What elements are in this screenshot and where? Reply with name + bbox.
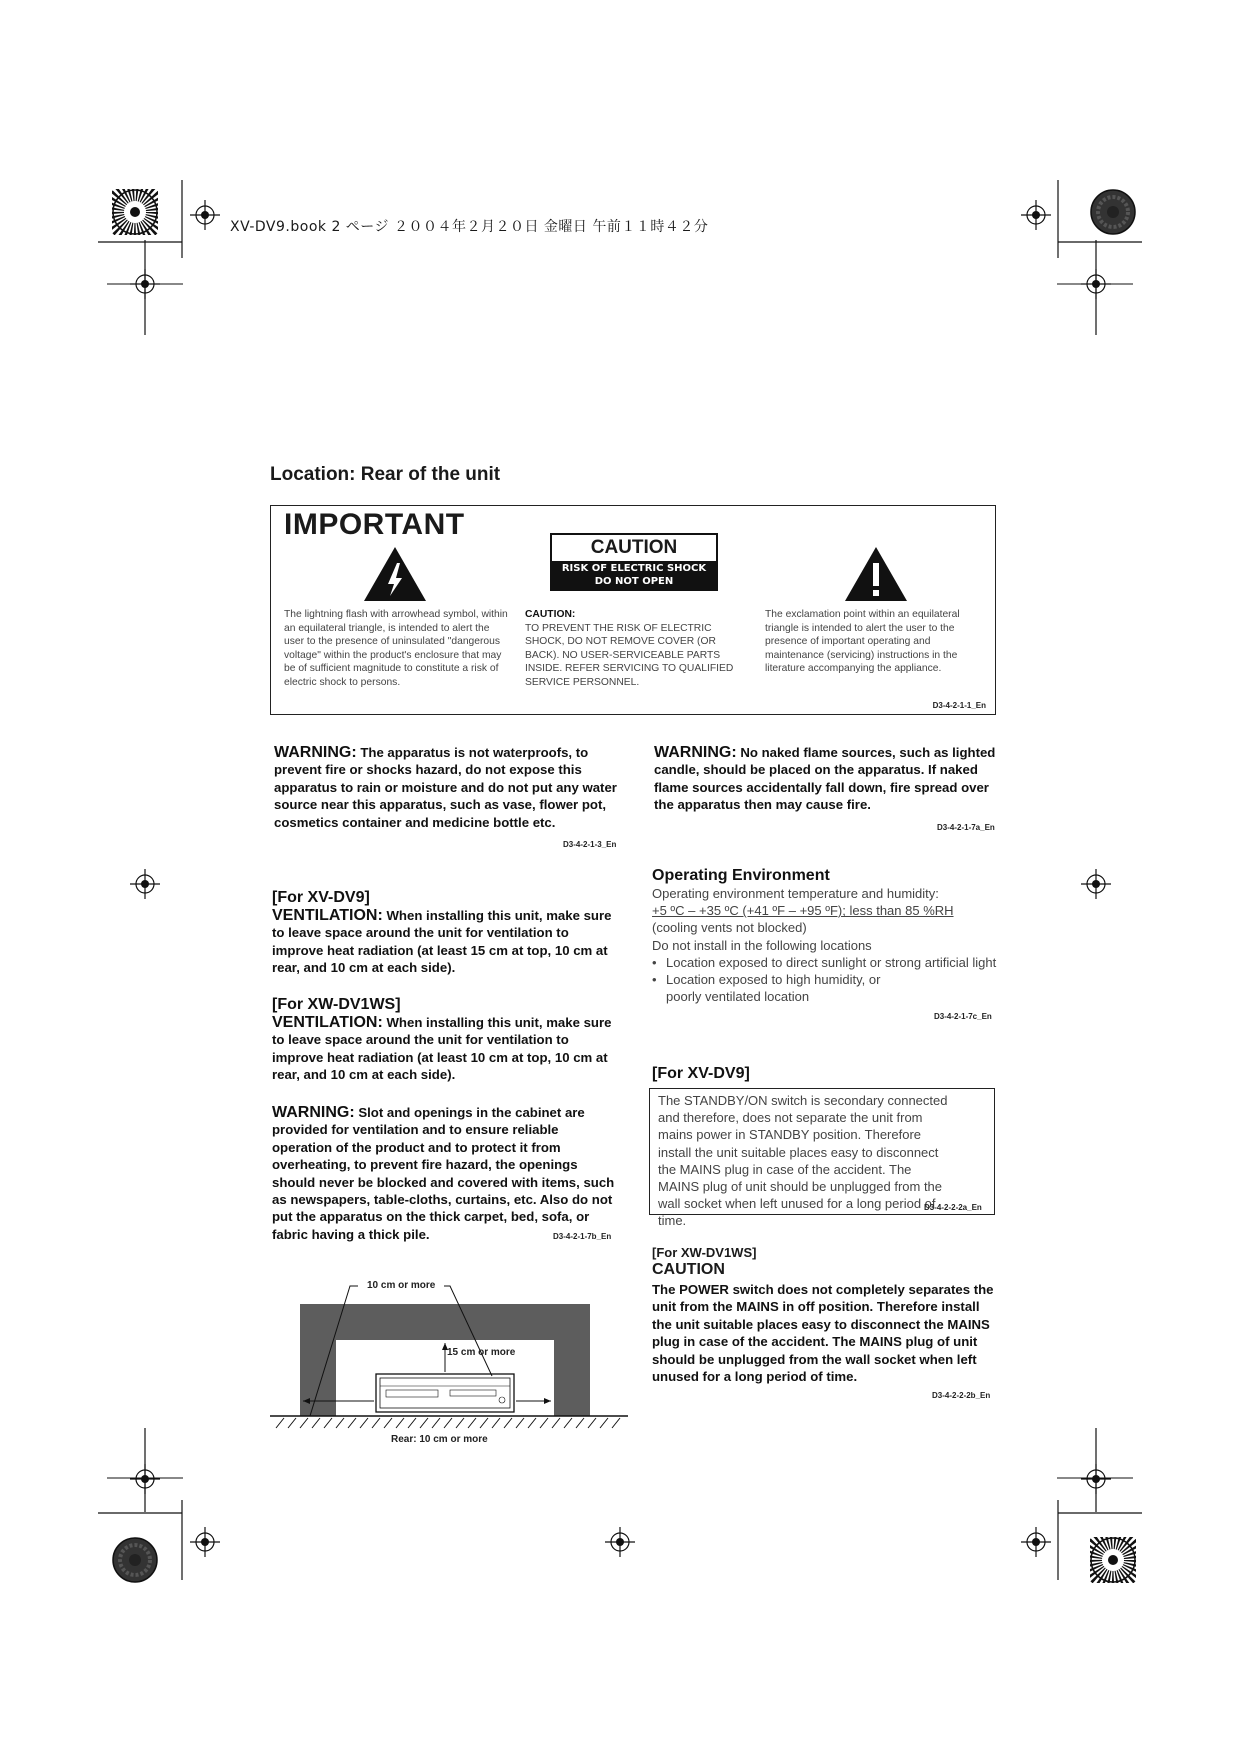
crosshair-mark-icon: [1081, 1464, 1111, 1494]
ventilation-dv1ws-text: When installing this unit, make sure to leave space around the unit for ventilation to improve heat radiation (at least 10 cm at top, 10 cm at rear, and 10 cm at each side).: [272, 1015, 612, 1083]
warning-flame: [654, 744, 1002, 814]
warning-lead: WARNING:: [654, 744, 737, 761]
power-caution-model: [For XW-DV1WS]: [652, 1245, 757, 1260]
receiver-unit: [376, 1374, 514, 1412]
reference-code: D3-4-2-1-7b_En: [553, 1232, 612, 1241]
starburst-registration-icon: [112, 189, 158, 235]
caution-description-text: TO PREVENT THE RISK OF ELECTRIC SHOCK, DO NOT REMOVE COVER (OR BACK). NO USER-SERVICEABLE PARTS INSIDE. REFER SERVICING TO QUALIFIED SERVICE PERSONNEL.: [525, 622, 734, 688]
ventilation-lead: VENTILATION:: [272, 1014, 383, 1031]
operating-env-line: (cooling vents not blocked): [652, 920, 807, 936]
operating-environment-heading: Operating Environment: [652, 867, 830, 884]
top-clearance-label: 15 cm or more: [447, 1347, 516, 1358]
starburst-registration-icon: [1090, 1537, 1136, 1583]
warning-flame-text: No naked flame sources, such as lighted candle, should be placed on the apparatus. If naked flame sources accidentally fall down, fire spread over the apparatus then may cause fire.: [654, 745, 996, 813]
warning-water-text: The apparatus is not waterproofs, to prevent fire or shocks hazard, do not expose this apparatus to rain or moisture and do not put any water source near this apparatus, such as vase, flower pot, cosmetics container and medicine bottle etc.: [274, 745, 617, 830]
reference-code: D3-4-2-2-2b_En: [932, 1391, 991, 1400]
warning-water: [274, 744, 620, 831]
important-title: IMPORTANT: [284, 508, 465, 541]
warning-lead: WARNING:: [274, 744, 357, 761]
warning-slots-text: Slot and openings in the cabinet are provided for ventilation and to ensure reliable operation of the product and to protect it from overheating, to prevent fire hazard, the openings should never be blocked and covered with items, such as newspapers, table-cloths, curtains, etc. Also do not put the apparatus on the thick carpet, bed, sofa, or fabric having a thick pile.: [272, 1105, 615, 1242]
ventilation-clearance-diagram: [270, 1278, 628, 1448]
location-bullet: • Location exposed to high humidity, or poorly ventilated location: [652, 971, 916, 1005]
caution-label-line1: RISK OF ELECTRIC SHOCK: [561, 563, 707, 574]
standby-heading: [For XV-DV9]: [652, 1065, 750, 1082]
caution-description-title: CAUTION:: [525, 609, 576, 620]
crosshair-mark-icon: [1081, 269, 1111, 299]
side-clearance-label: 10 cm or more: [367, 1280, 436, 1291]
caution-label-heading: CAUTION: [590, 537, 678, 558]
crosshair-mark-icon: [190, 1527, 220, 1557]
density-circle-icon: [1090, 189, 1136, 235]
ventilation-dv9: [272, 907, 618, 977]
reference-code: D3-4-2-1-7a_En: [937, 823, 995, 832]
standby-notice-text: The STANDBY/ON switch is secondary connected and therefore, does not separate the unit from mains power in STANDBY position. Therefore install the unit suitable places easy to disconnect the MAINS plug in case of the accident. The MAINS plug of unit should be unplugged from the wall socket when left unused for a long period of time.: [658, 1093, 948, 1229]
reference-code: D3-4-2-2-2a_En: [924, 1203, 982, 1212]
exclamation-warning-icon: [844, 546, 908, 602]
crosshair-mark-icon: [1021, 1527, 1051, 1557]
section-title: Location: Rear of the unit: [270, 464, 501, 485]
reference-code: D3-4-2-1-3_En: [563, 840, 617, 849]
print-header: XV-DV9.book 2 ページ ２００４年２月２０日 金曜日 午前１１時４２分: [230, 219, 709, 235]
crosshair-mark-icon: [1021, 200, 1051, 230]
density-circle-icon: [112, 1537, 158, 1583]
ventilation-dv1ws: [272, 1014, 618, 1084]
operating-env-line: Operating environment temperature and humidity:: [652, 886, 939, 901]
crosshair-mark-icon: [605, 1527, 635, 1557]
power-caution-text: The POWER switch does not completely separates the unit from the MAINS in off position. Therefore install the unit suitable places easy to disconnect the MAINS plug in case of the accident. The MAINS plug of unit should be unplugged from the wall socket when left unused for a long period of time.: [652, 1282, 994, 1385]
lightning-warning-icon: [363, 546, 427, 602]
reference-code: D3-4-2-1-1_En: [932, 701, 986, 710]
crosshair-mark-icon: [130, 1464, 160, 1494]
exclamation-description: The exclamation point within an equilateral triangle is intended to alert the user to the presence of important operating and maintenance (servicing) instructions in the literature accompanying the appliance.: [765, 609, 960, 675]
rear-clearance-label: Rear: 10 cm or more: [391, 1434, 488, 1445]
lightning-description: The lightning flash with arrowhead symbol, within an equilateral triangle, is intended to alert the user to the presence of uninsulated "dangerous voltage" within the product's enclosure that may be of sufficient magnitude to constitute a risk of electric shock to persons.: [284, 609, 508, 688]
caution-label: [550, 533, 718, 591]
ventilation-lead: VENTILATION:: [272, 907, 383, 924]
power-caution-title: CAUTION: [652, 1261, 725, 1278]
standby-notice-box: [649, 1088, 995, 1229]
caution-description: [525, 608, 750, 690]
ventilation-dv9-text: When installing this unit, make sure to leave space around the unit for ventilation to improve heat radiation (at least 15 cm at top, 10 cm at rear, and 10 cm at each side).: [272, 908, 612, 976]
ventilation-dv9-heading: [For XV-DV9]: [272, 889, 370, 906]
warning-lead: WARNING:: [272, 1104, 355, 1121]
temperature-range: +5 ºC – +35 ºC (+41 ºF – +95 ºF); less than 85 %RH: [652, 903, 954, 919]
important-box: [270, 505, 996, 715]
warning-slots: [272, 1104, 620, 1243]
crosshair-mark-icon: [130, 869, 160, 899]
crosshair-mark-icon: [190, 200, 220, 230]
operating-env-line: Do not install in the following locations: [652, 937, 872, 953]
caution-label-subtext: [552, 561, 716, 589]
crosshair-mark-icon: [130, 269, 160, 299]
caution-label-line2: DO NOT OPEN: [594, 576, 674, 587]
reference-code: D3-4-2-1-7c_En: [934, 1012, 992, 1021]
operating-environment-body: [652, 885, 1004, 1005]
crosshair-mark-icon: [1081, 869, 1111, 899]
location-bullet: • Location exposed to direct sunlight or strong artificial light: [652, 954, 1004, 971]
ventilation-dv1ws-heading: [For XW-DV1WS]: [272, 996, 401, 1013]
